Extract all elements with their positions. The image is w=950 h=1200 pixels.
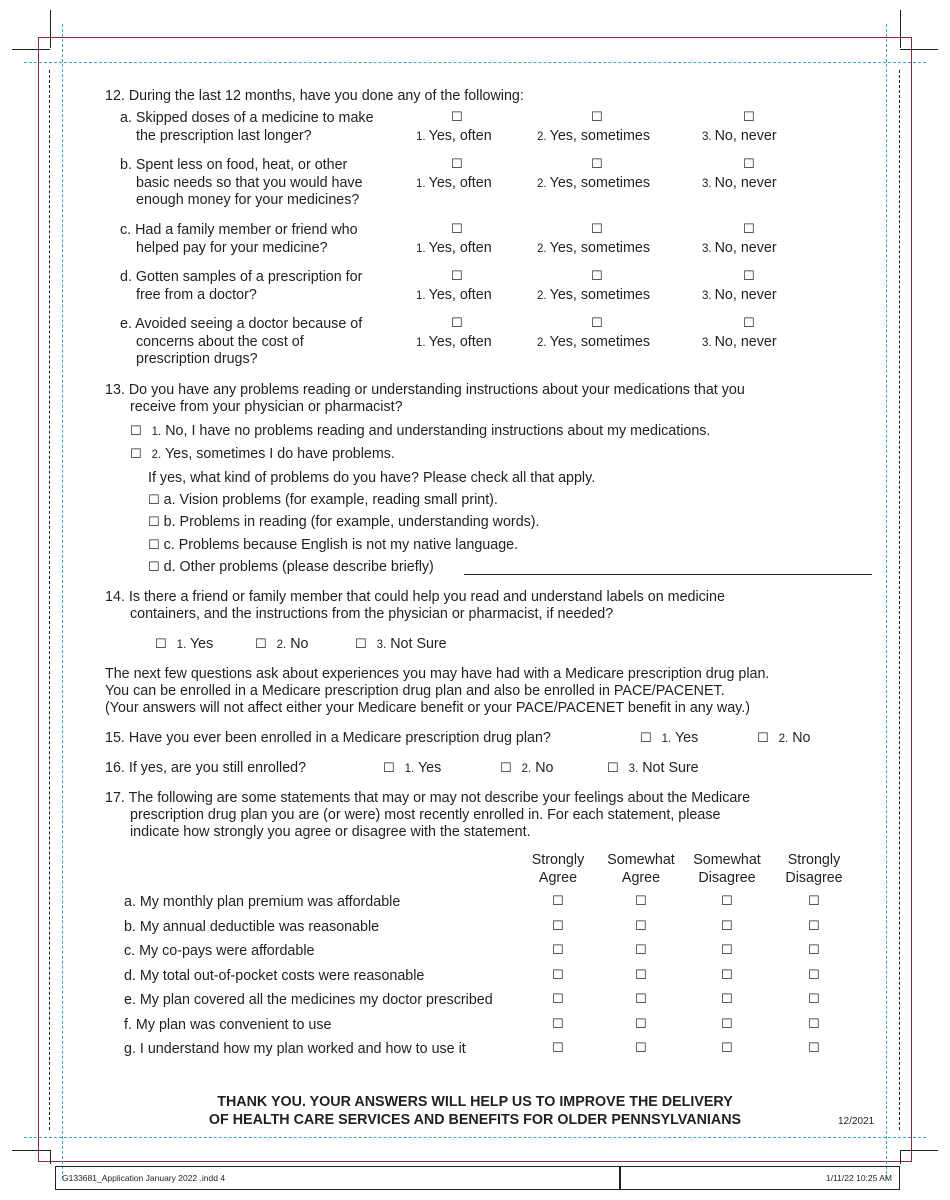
- agreement-checkbox[interactable]: ☐: [721, 1016, 733, 1032]
- q12-checkbox[interactable]: ☐: [743, 110, 755, 125]
- option-number: 2.: [276, 639, 287, 651]
- q12-option[interactable]: [537, 175, 650, 191]
- q12-option[interactable]: [416, 128, 492, 144]
- checkbox[interactable]: ☐: [607, 761, 619, 776]
- q13-option-2[interactable]: [130, 446, 395, 462]
- option-number: 3.: [702, 243, 712, 255]
- option-number: 2.: [537, 178, 547, 190]
- q12-option[interactable]: [416, 287, 492, 303]
- q12-option[interactable]: [416, 240, 492, 256]
- statement-row-label: d. My total out-of-pocket costs were reasonable: [124, 967, 425, 984]
- q13-sub-d[interactable]: [148, 559, 434, 575]
- q13-option-1[interactable]: [130, 423, 710, 439]
- option-label: Yes, sometimes: [549, 287, 650, 303]
- agreement-checkbox[interactable]: ☐: [721, 918, 733, 934]
- option-label: a. Vision problems (for example, reading small print).: [163, 492, 498, 508]
- checkbox[interactable]: ☐: [148, 560, 160, 575]
- agreement-checkbox[interactable]: ☐: [635, 894, 647, 909]
- bleed-line-right: [886, 24, 887, 1179]
- q12-checkbox[interactable]: ☐: [451, 110, 463, 125]
- option-label: No, never: [714, 128, 777, 144]
- q12-item-text: c. Had a family member or friend who: [120, 222, 358, 238]
- question-16-text: 16. If yes, are you still enrolled?: [105, 760, 307, 776]
- crop-mark-top-left-h: [12, 49, 50, 50]
- agreement-checkbox[interactable]: ☐: [808, 943, 820, 958]
- checkbox[interactable]: ☐: [383, 761, 395, 776]
- agreement-checkbox[interactable]: ☐: [808, 1041, 820, 1056]
- option-label: Yes, sometimes: [549, 128, 650, 144]
- crop-mark-bottom-left-v: [50, 1150, 51, 1164]
- agreement-checkbox[interactable]: ☐: [635, 1016, 647, 1032]
- closing-line2: OF HEALTH CARE SERVICES AND BENEFITS FOR OLDER PENNSYLVANIANS: [208, 1112, 742, 1128]
- question-17-text-line1: 17. The following are some statements that may or may not describe your feelings about the Medicare: [105, 790, 751, 806]
- agreement-checkbox[interactable]: ☐: [721, 992, 733, 1007]
- option-label: Not Sure: [390, 636, 447, 652]
- option-label: Yes: [674, 730, 699, 746]
- agreement-checkbox[interactable]: ☐: [721, 943, 733, 958]
- margin-line-left: [49, 70, 50, 1130]
- question-17-text-line2: prescription drug plan you are (or were) most recently enrolled in. For each statement, please: [130, 807, 721, 823]
- margin-line-right: [899, 70, 900, 1130]
- question-17-text-line3: indicate how strongly you agree or disagree with the statement.: [130, 824, 531, 840]
- option-label: Yes, often: [428, 287, 492, 303]
- q12-option[interactable]: [702, 128, 777, 144]
- statement-row-label: f. My plan was convenient to use: [124, 1016, 332, 1033]
- q12-item-text: b. Spent less on food, heat, or other: [120, 157, 348, 173]
- intro-line: You can be enrolled in a Medicare prescription drug plan and also be enrolled in PACE/PACENET.: [105, 683, 725, 699]
- column-header: Strongly: [531, 852, 585, 868]
- question-14-text-line2: containers, and the instructions from the physician or pharmacist, if needed?: [130, 606, 614, 622]
- q12-option[interactable]: [702, 287, 777, 303]
- crop-mark-top-right-v: [900, 10, 901, 48]
- checkbox[interactable]: ☐: [500, 761, 512, 776]
- option-label: No, I have no problems reading and understanding instructions about my medications.: [165, 423, 711, 439]
- q16-option-no[interactable]: [500, 760, 554, 776]
- q12-option[interactable]: [702, 240, 777, 256]
- q12-checkbox[interactable]: ☐: [451, 316, 463, 331]
- option-number: 1.: [416, 178, 426, 190]
- q14-option-no[interactable]: [255, 636, 309, 652]
- option-number: 2.: [537, 290, 547, 302]
- q13-sub-b[interactable]: [148, 514, 540, 530]
- bleed-line-top: [24, 62, 926, 63]
- option-label: Yes, often: [428, 175, 492, 191]
- q12-item-text: a. Skipped doses of a medicine to make: [120, 110, 374, 126]
- option-label: b. Problems in reading (for example, understanding words).: [163, 514, 540, 530]
- agreement-checkbox[interactable]: ☐: [552, 967, 564, 983]
- q12-option[interactable]: [537, 287, 650, 303]
- q12-option[interactable]: [537, 334, 650, 350]
- q12-checkbox[interactable]: ☐: [743, 316, 755, 331]
- q16-option-not-sure[interactable]: [607, 760, 699, 776]
- option-label: Yes, sometimes: [549, 240, 650, 256]
- q12-item-text: basic needs so that you would have: [136, 174, 363, 191]
- q12-item-text: concerns about the cost of: [136, 333, 304, 350]
- option-number: 1.: [416, 337, 426, 349]
- q12-item-text: helped pay for your medicine?: [136, 239, 328, 256]
- agreement-checkbox[interactable]: ☐: [635, 1041, 647, 1056]
- option-number: 2.: [537, 131, 547, 143]
- column-header: Disagree: [785, 870, 843, 886]
- q12-checkbox[interactable]: ☐: [451, 157, 463, 172]
- q12-checkbox[interactable]: ☐: [591, 157, 603, 172]
- option-number: 1.: [661, 733, 672, 745]
- crop-mark-bottom-right-v: [900, 1150, 901, 1164]
- option-label: No, never: [714, 334, 777, 350]
- checkbox[interactable]: ☐: [148, 493, 160, 508]
- q12-checkbox[interactable]: ☐: [591, 269, 603, 284]
- agreement-checkbox[interactable]: ☐: [808, 894, 820, 909]
- agreement-checkbox[interactable]: ☐: [808, 918, 820, 934]
- agreement-checkbox[interactable]: ☐: [808, 967, 820, 983]
- q14-option-not-sure[interactable]: [355, 636, 447, 652]
- agreement-checkbox[interactable]: ☐: [552, 992, 564, 1007]
- agreement-checkbox[interactable]: ☐: [552, 1016, 564, 1032]
- statement-row-label: b. My annual deductible was reasonable: [124, 918, 380, 935]
- bleed-line-bottom: [24, 1137, 926, 1138]
- option-label: Yes, sometimes I do have problems.: [164, 446, 395, 462]
- q12-checkbox[interactable]: ☐: [591, 110, 603, 125]
- bleed-line-left: [62, 24, 63, 1179]
- other-problems-write-in-line[interactable]: [464, 574, 872, 575]
- column-header: Somewhat: [693, 852, 761, 868]
- statement-row-label: e. My plan covered all the medicines my doctor prescribed: [124, 992, 493, 1008]
- option-label: d. Other problems (please describe briefly): [163, 559, 434, 575]
- crop-mark-top-right-h: [900, 49, 938, 50]
- option-label: Yes: [417, 760, 442, 776]
- option-label: No: [792, 730, 811, 746]
- question-12-text: 12. During the last 12 months, have you done any of the following:: [105, 88, 524, 104]
- q16-option-yes[interactable]: [383, 760, 441, 776]
- agreement-checkbox[interactable]: ☐: [552, 943, 564, 958]
- option-label: No: [535, 760, 554, 776]
- option-number: 3.: [628, 763, 639, 775]
- option-label: c. Problems because English is not my native language.: [163, 537, 519, 553]
- agreement-checkbox[interactable]: ☐: [552, 894, 564, 909]
- option-number: 3.: [702, 178, 712, 190]
- agreement-checkbox[interactable]: ☐: [552, 918, 564, 934]
- q12-item-text: d. Gotten samples of a prescription for: [120, 269, 363, 285]
- crop-mark-bottom-left-h: [12, 1150, 50, 1151]
- form-revision-date: 12/2021: [838, 1116, 875, 1127]
- option-label: Yes, sometimes: [549, 175, 650, 191]
- question-15-text: 15. Have you ever been enrolled in a Medicare prescription drug plan?: [105, 730, 551, 746]
- checkbox[interactable]: ☐: [155, 637, 167, 652]
- q12-item-text: prescription drugs?: [136, 351, 258, 367]
- checkbox[interactable]: ☐: [255, 637, 267, 652]
- agreement-checkbox[interactable]: ☐: [635, 992, 647, 1007]
- agreement-checkbox[interactable]: ☐: [635, 943, 647, 958]
- agreement-checkbox[interactable]: ☐: [808, 1016, 820, 1032]
- option-number: 1.: [416, 290, 426, 302]
- option-label: Yes, often: [428, 240, 492, 256]
- q14-option-yes[interactable]: [155, 636, 213, 652]
- option-label: Yes, often: [428, 128, 492, 144]
- option-label: Yes, sometimes: [549, 334, 650, 350]
- q12-checkbox[interactable]: ☐: [743, 157, 755, 172]
- crop-mark-bottom-right-h: [900, 1150, 938, 1151]
- statement-row-label: c. My co-pays were affordable: [124, 943, 315, 959]
- crop-mark-top-left-v: [50, 10, 51, 48]
- option-number: 3.: [702, 290, 712, 302]
- q12-item-text: e. Avoided seeing a doctor because of: [120, 316, 363, 332]
- slug-timestamp: 1/11/22 10:25 AM: [826, 1173, 893, 1183]
- column-header: Agree: [621, 870, 661, 886]
- option-number: 3.: [702, 131, 712, 143]
- agreement-checkbox[interactable]: ☐: [635, 918, 647, 934]
- option-label: Not Sure: [642, 760, 699, 776]
- question-13-text-line2: receive from your physician or pharmacist?: [130, 399, 403, 415]
- q12-checkbox[interactable]: ☐: [743, 222, 755, 237]
- option-label: Yes: [189, 636, 214, 652]
- q12-item-text: free from a doctor?: [136, 286, 257, 303]
- checkbox[interactable]: ☐: [640, 731, 652, 746]
- question-14-text-line1: 14. Is there a friend or family member that could help you read and understand labels on medicine: [105, 589, 725, 605]
- q12-checkbox[interactable]: ☐: [451, 269, 463, 284]
- q15-option-no[interactable]: [757, 730, 811, 746]
- q12-option[interactable]: [702, 334, 777, 350]
- agreement-checkbox[interactable]: ☐: [552, 1041, 564, 1056]
- option-number: 2.: [778, 733, 789, 745]
- q13-followup: If yes, what kind of problems do you have? Please check all that apply.: [148, 470, 596, 486]
- option-number: 2.: [537, 243, 547, 255]
- agreement-checkbox[interactable]: ☐: [721, 894, 733, 909]
- option-label: No: [290, 636, 309, 652]
- closing-line1: THANK YOU. YOUR ANSWERS WILL HELP US TO IMPROVE THE DELIVERY: [217, 1094, 733, 1110]
- option-number: 1.: [416, 131, 426, 143]
- option-number: 2.: [521, 763, 532, 775]
- option-number: 2.: [537, 337, 547, 349]
- statement-row-label: g. I understand how my plan worked and how to use it: [124, 1041, 466, 1057]
- option-number: 1.: [151, 426, 162, 438]
- q12-checkbox[interactable]: ☐: [743, 269, 755, 284]
- checkbox[interactable]: ☐: [148, 515, 160, 530]
- checkbox[interactable]: ☐: [148, 538, 160, 553]
- q12-option[interactable]: [537, 240, 650, 256]
- question-13-text-line1: 13. Do you have any problems reading or understanding instructions about your medications that you: [105, 382, 745, 398]
- option-number: 3.: [702, 337, 712, 349]
- option-label: No, never: [714, 240, 777, 256]
- q12-option[interactable]: [537, 128, 650, 144]
- column-header: Disagree: [698, 870, 756, 886]
- checkbox[interactable]: ☐: [757, 731, 769, 746]
- statement-row-label: a. My monthly plan premium was affordable: [124, 894, 401, 910]
- checkbox[interactable]: ☐: [355, 637, 367, 652]
- q15-option-yes[interactable]: [640, 730, 698, 746]
- option-number: 1.: [176, 639, 187, 651]
- agreement-checkbox[interactable]: ☐: [808, 992, 820, 1007]
- checkbox[interactable]: ☐: [130, 424, 142, 439]
- q12-option[interactable]: [416, 334, 492, 350]
- column-header: Strongly: [787, 852, 841, 868]
- option-label: Yes, often: [428, 334, 492, 350]
- slug-file-name: G133681_Application January 2022 .indd 4: [62, 1173, 226, 1183]
- q12-item-text: the prescription last longer?: [136, 127, 312, 144]
- agreement-checkbox[interactable]: ☐: [721, 1041, 733, 1056]
- intro-line: (Your answers will not affect either your Medicare benefit or your PACE/PACENET benefit in any way.): [105, 700, 750, 716]
- option-number: 2.: [151, 449, 162, 461]
- intro-line: The next few questions ask about experiences you may have had with a Medicare prescription drug plan.: [105, 666, 770, 682]
- agreement-checkbox[interactable]: ☐: [635, 967, 647, 983]
- q12-checkbox[interactable]: ☐: [591, 316, 603, 331]
- q12-option[interactable]: [702, 175, 777, 191]
- option-number: 1.: [416, 243, 426, 255]
- q13-sub-c[interactable]: [148, 537, 518, 553]
- option-label: No, never: [714, 287, 777, 303]
- option-label: No, never: [714, 175, 777, 191]
- checkbox[interactable]: ☐: [130, 447, 142, 462]
- q13-sub-a[interactable]: [148, 492, 498, 508]
- column-header: Somewhat: [607, 852, 675, 868]
- option-number: 1.: [404, 763, 415, 775]
- q12-checkbox[interactable]: ☐: [451, 222, 463, 237]
- column-header: Agree: [538, 870, 578, 886]
- q12-option[interactable]: [416, 175, 492, 191]
- agreement-checkbox[interactable]: ☐: [721, 967, 733, 983]
- q12-item-text: enough money for your medicines?: [136, 192, 360, 208]
- option-number: 3.: [376, 639, 387, 651]
- q12-checkbox[interactable]: ☐: [591, 222, 603, 237]
